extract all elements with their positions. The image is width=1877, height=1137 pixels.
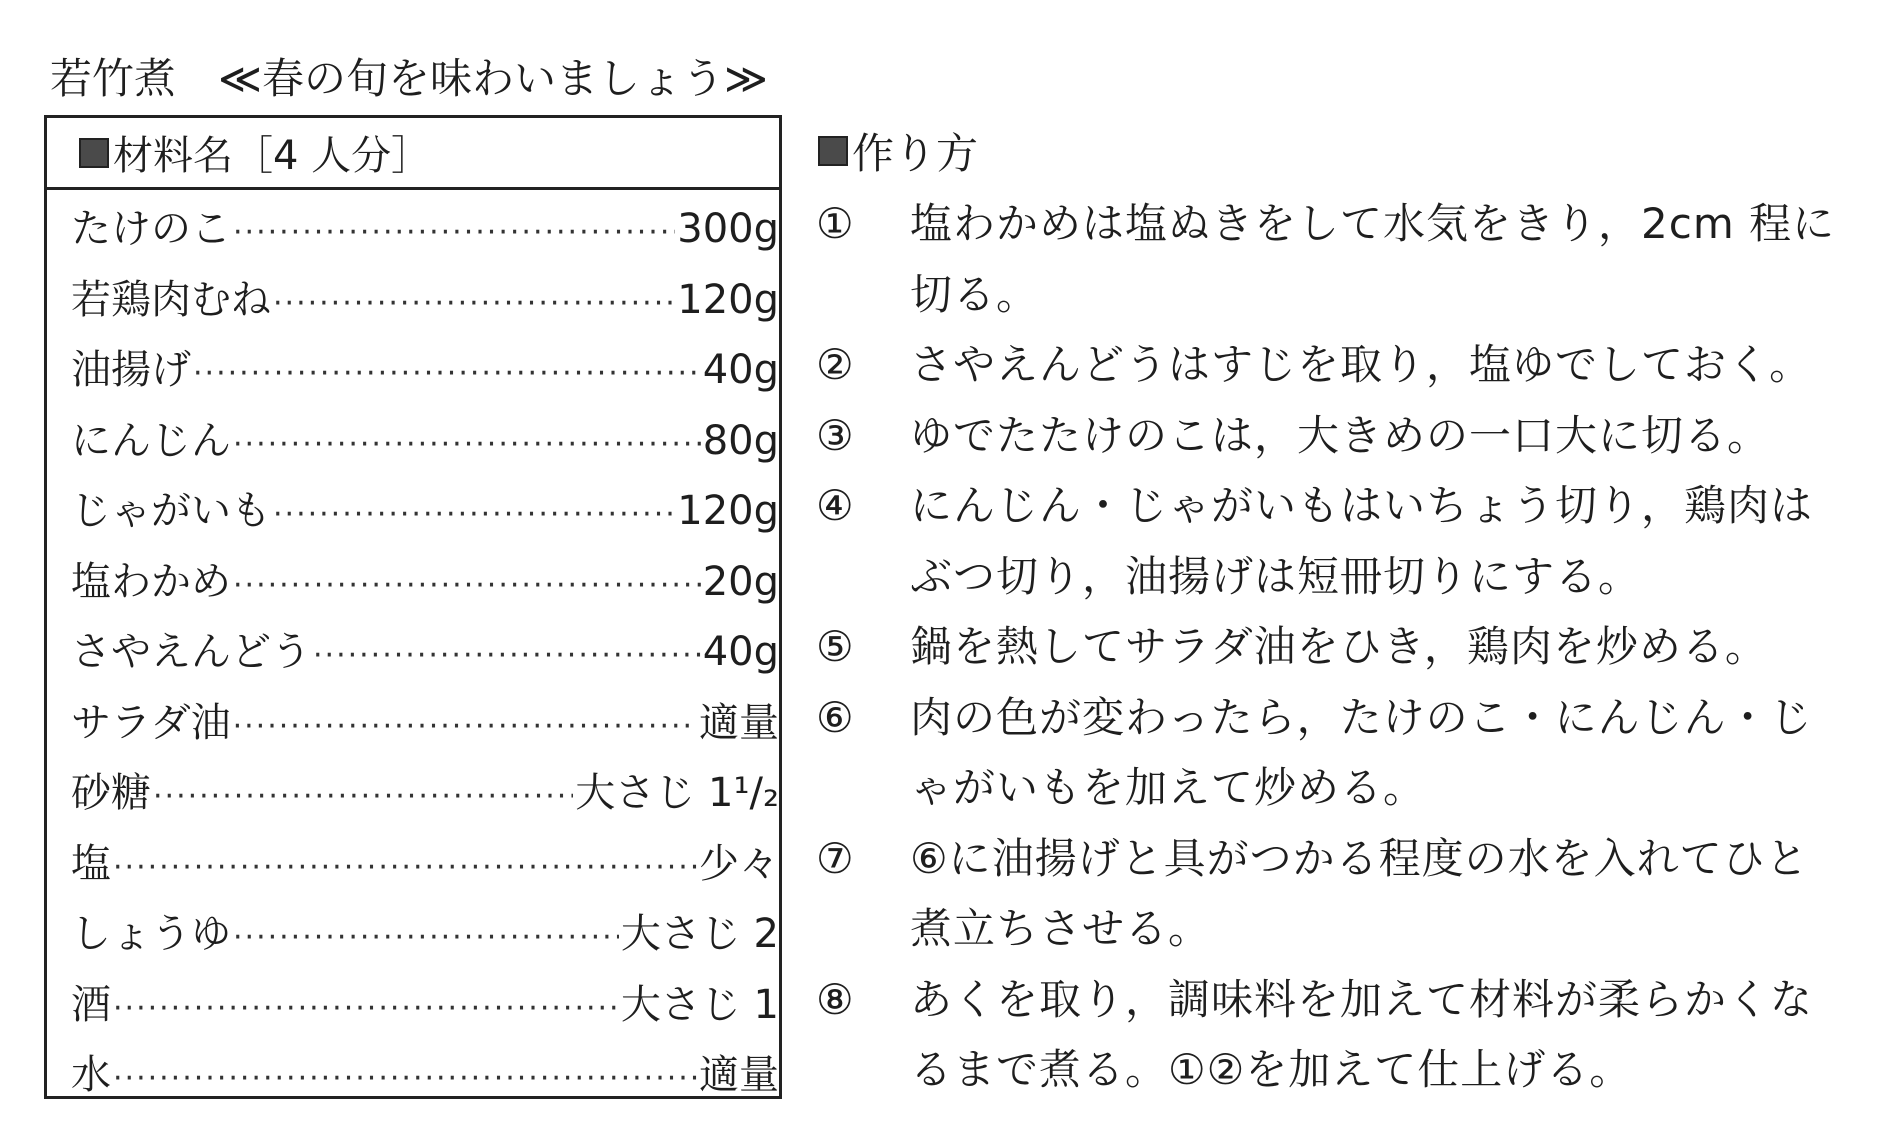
ingredients-table	[44, 115, 782, 1099]
step-number: ⑦	[816, 833, 854, 883]
ingredient-name: しょうゆ	[71, 911, 231, 957]
title-main: 若竹煮	[50, 54, 177, 103]
step-line: るまで煮る。①②を加えて仕上げる。	[910, 1045, 1633, 1094]
method-header-label: 作り方	[852, 129, 979, 178]
ingredient-row	[71, 194, 779, 265]
step-line: ⑥に油揚げと具がつかる程度の水を入れてひと	[910, 833, 1809, 883]
method-steps	[810, 189, 1850, 1106]
ingredient-amount: 適量	[699, 699, 779, 746]
step-number: ⑧	[816, 974, 854, 1024]
ingredient-row	[71, 899, 779, 970]
ingredient-name: 塩わかめ	[71, 558, 231, 605]
square-bullet-icon	[818, 136, 848, 166]
ingredient-amount: 300g	[677, 206, 779, 252]
step-line: あくを取り，調味料を加えて材料が柔らかくな	[910, 974, 1814, 1024]
ingredient-row	[71, 829, 779, 900]
ingredient-name: 塩	[71, 840, 111, 887]
ingredient-amount: 大さじ 2	[620, 911, 779, 957]
ingredients-list	[47, 190, 779, 1111]
dot-leader	[313, 621, 701, 692]
title-subtitle: ≪春の旬を味わいましょう≫	[218, 54, 768, 103]
dot-leader	[233, 692, 697, 763]
ingredient-amount: 40g	[702, 629, 779, 675]
method-step	[810, 965, 1850, 1106]
ingredient-name: 水	[71, 1052, 111, 1098]
ingredient-name: 酒	[71, 981, 111, 1028]
ingredient-row	[71, 1040, 779, 1111]
dot-leader	[193, 339, 701, 410]
ingredient-name: にんじん	[71, 417, 231, 464]
step-line: ぶつ切り，油揚げは短冊切りにする。	[910, 551, 1642, 601]
ingredient-amount: 120g	[677, 488, 779, 534]
ingredient-name: 若鶏肉むね	[71, 276, 271, 323]
ingredient-row	[71, 406, 779, 477]
ingredient-row	[71, 970, 779, 1041]
step-line: ゆでたたけのこは，大きめの一口大に切る。	[910, 410, 1771, 460]
step-text	[910, 965, 1850, 1106]
ingredient-name: サラダ油	[71, 699, 231, 746]
dot-leader	[113, 1044, 697, 1115]
step-text	[910, 824, 1850, 965]
step-line: 切る。	[910, 269, 1040, 319]
step-line: 鍋を熱してサラダ油をひき，鶏肉を炒める。	[910, 622, 1768, 671]
method-step	[810, 824, 1850, 965]
ingredient-amount: 適量	[699, 1052, 779, 1098]
ingredient-amount: 40g	[702, 347, 779, 393]
step-text	[910, 330, 1850, 401]
dot-leader	[233, 903, 619, 974]
ingredient-row	[71, 335, 779, 406]
square-bullet-icon	[79, 138, 109, 168]
dot-leader	[113, 833, 697, 904]
method-step	[810, 189, 1850, 330]
ingredient-amount: 120g	[677, 276, 779, 323]
step-line: にんじん・じゃがいもはいちょう切り，鶏肉は	[910, 481, 1814, 530]
method-step	[810, 401, 1850, 472]
dot-leader	[113, 974, 619, 1045]
ingredient-row	[71, 758, 779, 829]
step-text	[910, 189, 1850, 330]
ingredient-row	[71, 547, 779, 618]
step-text	[910, 401, 1850, 472]
step-number: ③	[816, 410, 854, 460]
ingredient-name: たけのこ	[71, 206, 231, 252]
method-step	[810, 330, 1850, 401]
step-number: ⑥	[816, 692, 854, 742]
step-line: さやえんどうはすじを取り，塩ゆでしておく。	[910, 340, 1813, 389]
method-step	[810, 683, 1850, 824]
ingredient-amount: 大さじ 1	[620, 981, 779, 1028]
step-text	[910, 471, 1850, 612]
dot-leader	[153, 762, 573, 833]
step-text	[910, 612, 1850, 683]
dot-leader	[233, 198, 675, 269]
method-step	[810, 612, 1850, 683]
ingredient-row	[71, 265, 779, 336]
recipe-title	[50, 48, 768, 110]
ingredient-amount: 20g	[702, 558, 779, 605]
ingredient-amount: 大さじ 1¹/₂	[575, 770, 779, 816]
method-step	[810, 471, 1850, 612]
ingredients-header	[47, 118, 779, 190]
ingredient-amount: 少々	[699, 840, 779, 887]
step-number: ⑤	[816, 622, 854, 671]
dot-leader	[233, 551, 701, 622]
step-number: ②	[816, 340, 854, 389]
ingredient-amount: 80g	[702, 417, 779, 464]
ingredient-row	[71, 476, 779, 547]
step-number: ④	[816, 481, 854, 530]
step-text	[910, 683, 1850, 824]
ingredient-row	[71, 617, 779, 688]
dot-leader	[233, 410, 701, 481]
step-line: 塩わかめは塩ぬきをして水気をきり，2cm 程に	[910, 199, 1836, 248]
ingredients-header-label: 材料名［4 人分］	[113, 133, 432, 179]
step-line: 肉の色が変わったら，たけのこ・にんじん・じ	[910, 692, 1813, 742]
step-number: ①	[816, 199, 854, 248]
ingredient-name: じゃがいも	[71, 488, 271, 534]
method-header	[818, 118, 978, 184]
ingredient-row	[71, 688, 779, 759]
ingredient-name: 油揚げ	[71, 347, 191, 393]
ingredient-name: さやえんどう	[71, 629, 311, 675]
dot-leader	[273, 480, 675, 551]
step-line: 煮立ちさせる。	[910, 904, 1212, 953]
ingredient-name: 砂糖	[71, 770, 151, 816]
step-line: ゃがいもを加えて炒める。	[910, 763, 1427, 812]
dot-leader	[273, 269, 675, 340]
